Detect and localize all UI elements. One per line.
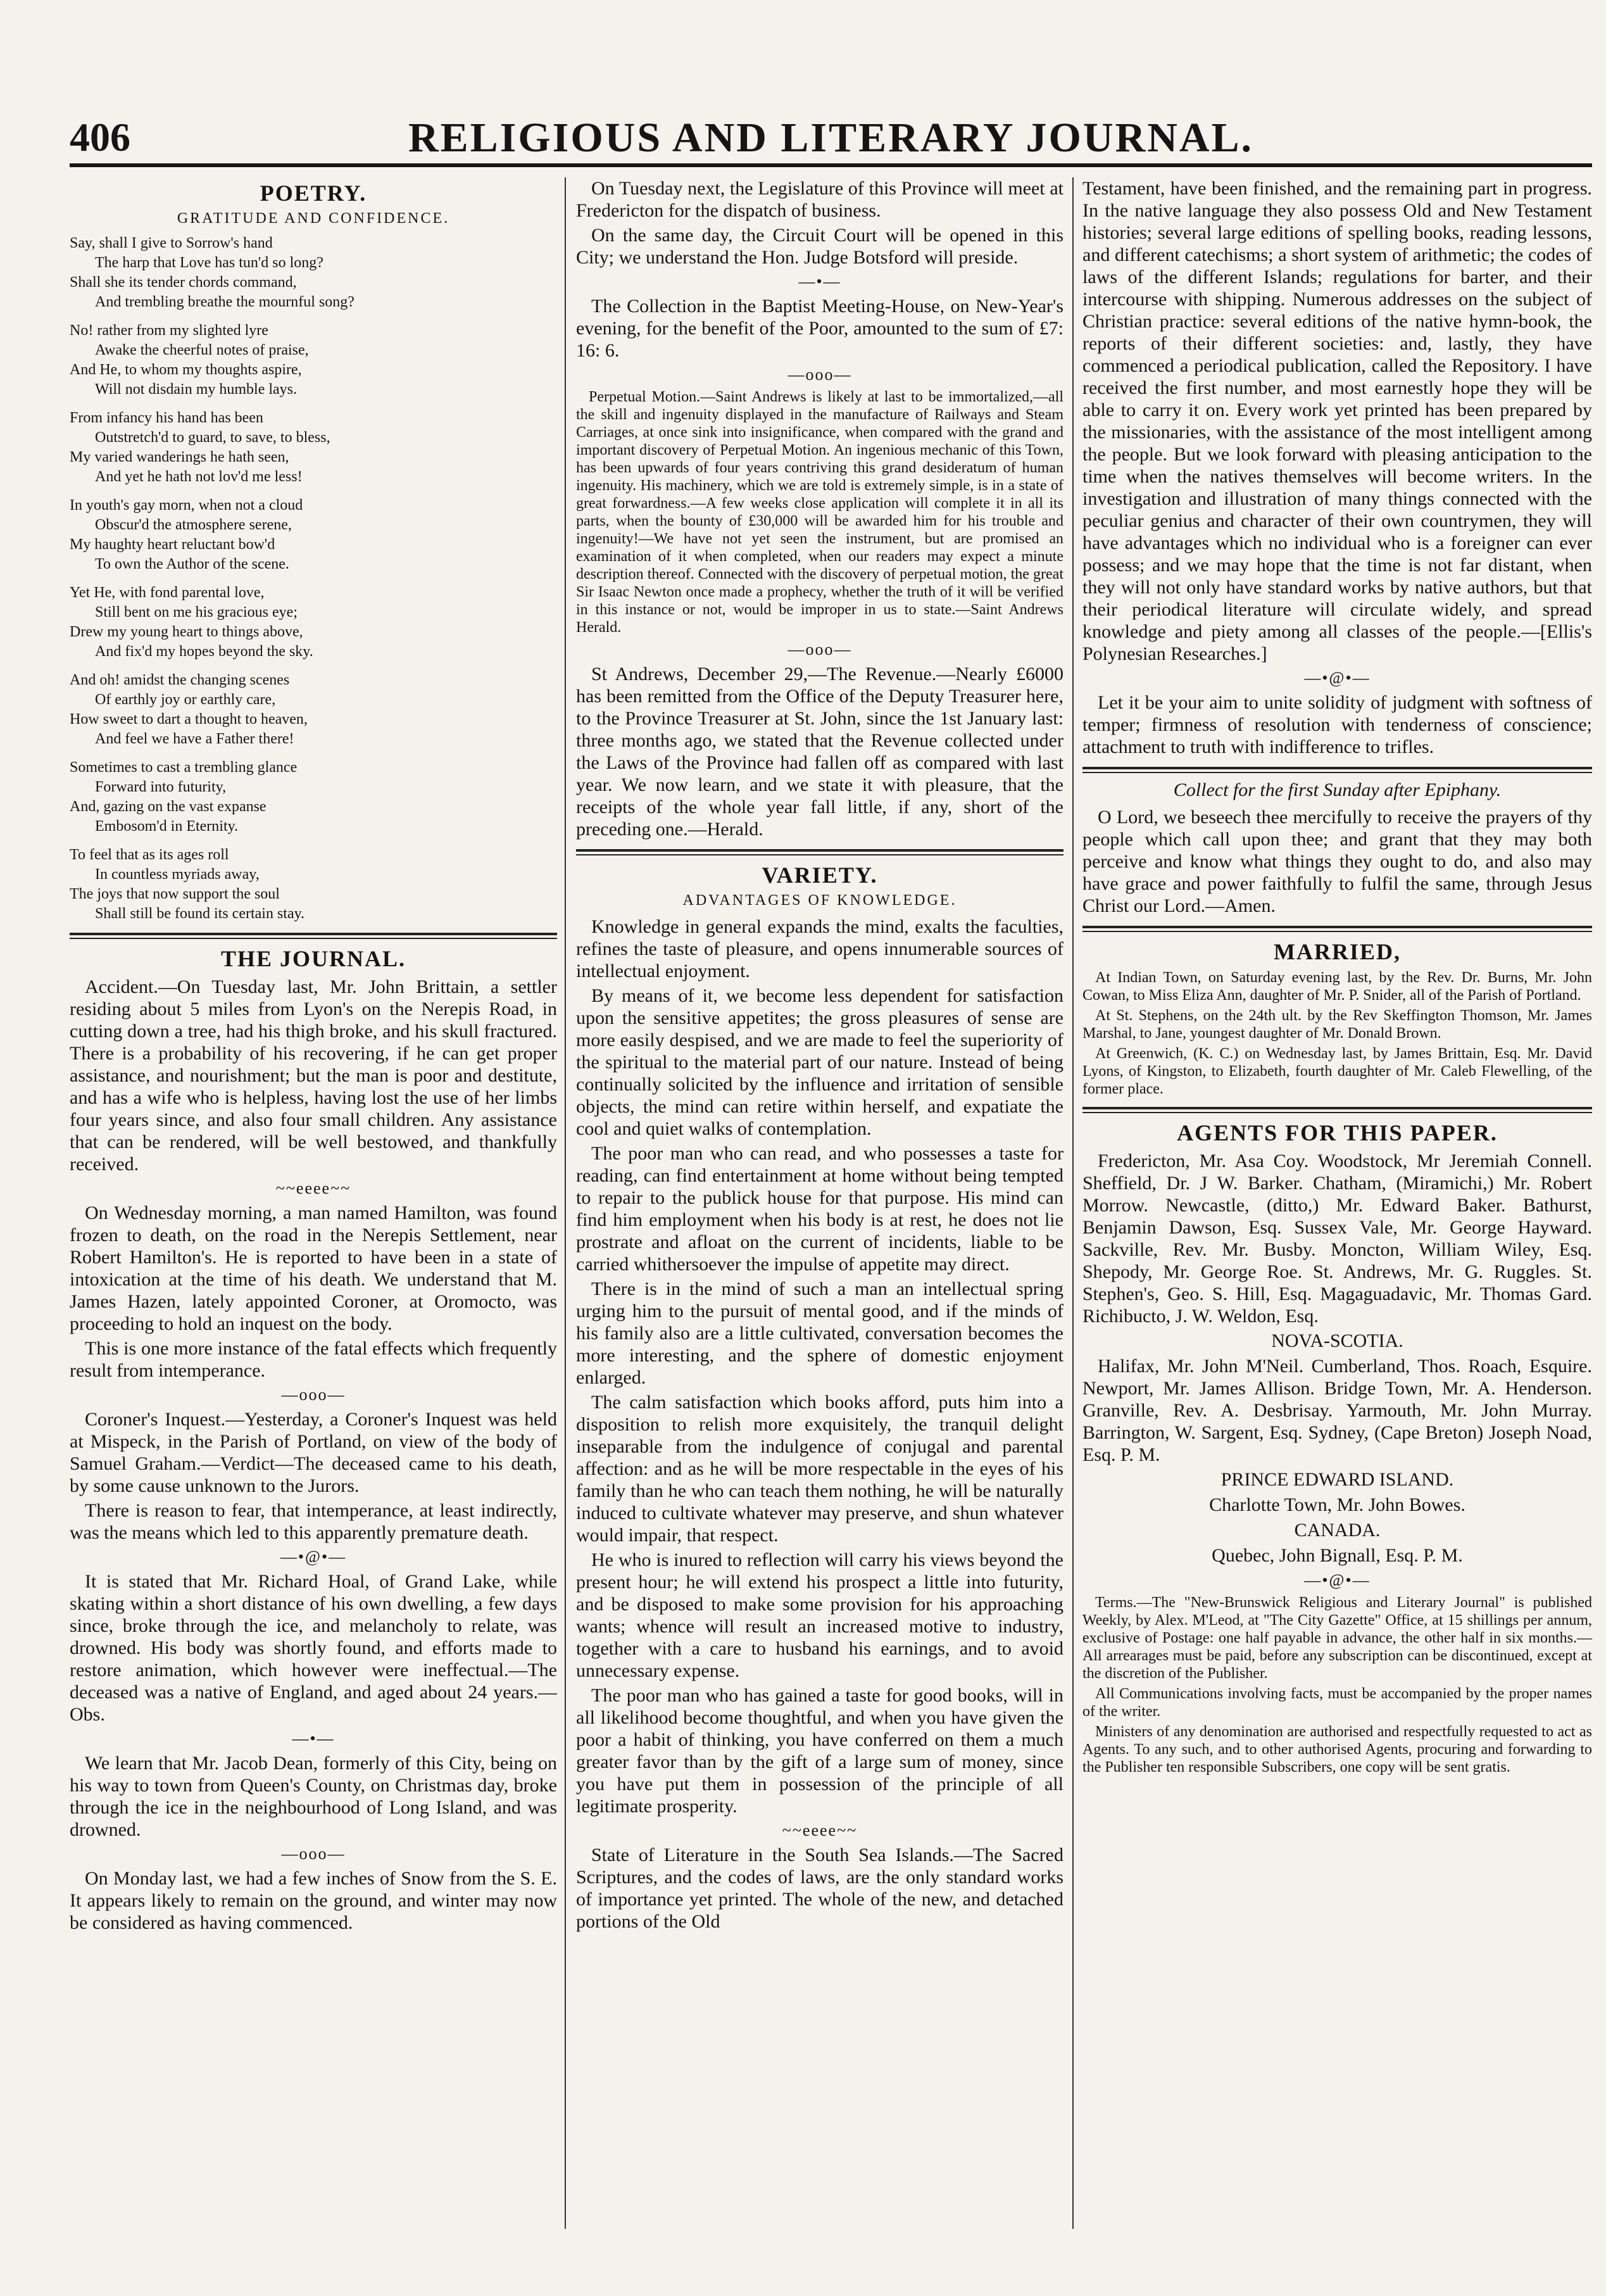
newspaper-page — [44, 114, 1592, 2242]
section-rule — [1082, 767, 1592, 773]
poem-line: In countless myriads away, — [95, 866, 260, 883]
region-heading: CANADA. — [1294, 1520, 1381, 1541]
poem-line: And feel we have a Father there! — [95, 731, 294, 747]
essay-paragraph: There is in the mind of such a man an intellectual spring urging him to the pursuit of mental good, and if the minds of his family also are a little cultivated, conversation becomes the more interesting, and the sphere of domestic enjoyment enlarged. — [576, 1278, 1063, 1388]
poem-line: And fix'd my hopes beyond the sky. — [95, 643, 313, 660]
poem-line: The harp that Love has tun'd so long? — [95, 255, 323, 271]
poem-line: Of earthly joy or earthly care, — [95, 691, 276, 708]
poem-line: And oh! amidst the changing scenes — [70, 672, 290, 688]
ornament-divider: —ooo— — [281, 1385, 346, 1404]
news-paragraph: It is stated that Mr. Richard Hoal, of Grand Lake, while skating within a short distance of his own dwelling, a few days since, broke through the ice, and melancholy to relate, was drowned. His body was shortly found, and efforts made to restore animation, which however were ineffectual.—The deceased was a native of England, and aged about 24 years.—Obs. — [70, 1571, 557, 1725]
masthead-rule — [70, 163, 1592, 167]
poem-line: Still bent on me his gracious eye; — [95, 604, 298, 621]
news-paragraph: We learn that Mr. Jacob Dean, formerly of this City, being on his way to town from Queen's County, on Christmas day, broke through the ice in the neighbourhood of Long Island, and was drowned. — [70, 1753, 557, 1840]
collect-heading: Collect for the first Sunday after Epiphany. — [1173, 779, 1502, 800]
marriage-notice: At Indian Town, on Saturday evening last, by the Rev. Dr. Burns, Mr. John Cowan, to Miss Eliza Ann, daughter of Mr. P. Snider, all of the Parish of Portland. — [1082, 969, 1592, 1004]
essay-paragraph: The poor man who can read, and who possesses a taste for reading, can find entertainment at home without being tempted to repair to the publick house for that purpose. His mind can find him employment when his body is at rest, he does not lie prostrate and afloat on the current of incidents, liable to be carried whithersoever the impulse of appetite may direct. — [576, 1143, 1063, 1275]
poem — [70, 234, 557, 924]
ornament-divider: —•— — [292, 1729, 335, 1748]
column-3 — [1082, 177, 1592, 2242]
poem-line: Will not disdain my humble lays. — [95, 381, 298, 398]
terms-paragraph: All Communications involving facts, must be accompanied by the proper names of the writer. — [1082, 1686, 1592, 1720]
poem-line: And He, to whom my thoughts aspire, — [70, 362, 302, 378]
poem-line: The joys that now support the soul — [70, 886, 280, 902]
region-heading: NOVA-SCOTIA. — [1271, 1330, 1403, 1351]
journal-title: RELIGIOUS AND LITERARY JOURNAL. — [408, 115, 1254, 161]
ornament-divider: —•@•— — [1304, 669, 1371, 687]
section-rule — [70, 933, 557, 939]
news-paragraph: On Wednesday morning, a man named Hamilton, was found frozen to death, on the road in the Nerepis Settlement, near Robert Hamilton's. He is reported to have been in a state of intoxication at the time of his death. We understand that M. James Hazen, lately appointed Coroner, at Oromocto, was proceeding to hold an inquest on the body. — [70, 1202, 557, 1334]
poem-line: To own the Author of the scene. — [95, 556, 289, 572]
column-separator — [1072, 177, 1074, 2229]
news-paragraph: There is reason to fear, that intemperance, at least indirectly, was the means which led to this apparently premature death. — [70, 1500, 557, 1543]
news-paragraph: Coroner's Inquest.—Yesterday, a Coroner's Inquest was held at Mispeck, in the Parish of Portland, on view of the body of Samuel Graham.—Verdict—The deceased came to his death, by some cause unknown to the Jurors. — [70, 1409, 557, 1496]
poem-line: To feel that as its ages roll — [70, 847, 229, 863]
poem-line: Drew my young heart to things above, — [70, 624, 303, 640]
poem-line: In youth's gay morn, when not a cloud — [70, 497, 303, 514]
essay-paragraph: Knowledge in general expands the mind, exalts the faculties, refines the taste of pleasure, and opens innumerable sources of intellectual enjoyment. — [576, 916, 1063, 981]
terms-paragraph: Terms.—The "New-Brunswick Religious and Literary Journal" is published Weekly, by Alex. M'Leod, at "The City Gazette" Office, at 15 shillings per annum, exclusive of Postage: one half payable in advance, the other half in six months.—All arrearages must be paid, before any subscription can be discontinued, except at the discretion of the Publisher. — [1082, 1594, 1592, 1682]
agents-list: Charlotte Town, Mr. John Bowes. — [1209, 1494, 1465, 1515]
ornament-divider: —ooo— — [281, 1845, 346, 1863]
column-1 — [70, 177, 557, 2242]
ornament-divider: —ooo— — [787, 640, 852, 659]
poem-line: And trembling breathe the mournful song? — [95, 294, 354, 310]
agents-list: Quebec, John Bignall, Esq. P. M. — [1212, 1545, 1463, 1566]
poem-line: Sometimes to cast a trembling glance — [70, 759, 298, 776]
news-paragraph: Accident.—On Tuesday last, Mr. John Brittain, a settler residing about 5 miles from Lyon's on the Nerepis Road, in cutting down a tree, had his thigh broke, and his skull fractured. There is a probability of his recovering, if he can get proper assistance, and nourishment; but the man is poor and destitute, and has a wife who is helpless, having lost the use of her limbs four years since, and also four small children. Any assistance that can be rendered, will be well bestowed, and thankfully received. — [70, 976, 557, 1175]
poem-line: No! rather from my slighted lyre — [70, 322, 268, 339]
news-paragraph: On Monday last, we had a few inches of Snow from the S. E. It appears likely to remain on the ground, and winter may now be considered as having commenced. — [70, 1868, 557, 1933]
poem-title: GRATITUDE AND CONFIDENCE. — [177, 210, 450, 227]
poem-line: Obscur'd the atmosphere serene, — [95, 517, 292, 533]
essay-paragraph: The calm satisfaction which books afford, puts him into a disposition to relish more exquisitely, the tranquil delight inseparable from the indulgence of conjugal and parental affection: and as he will be more respectable in the eyes of his family than he who can teach them nothing, he will be naturally induced to cultivate whatever may preserve, and shun whatever would impair, that respect. — [576, 1392, 1063, 1546]
news-paragraph: The Collection in the Baptist Meeting-House, on New-Year's evening, for the benefit of the Poor, amounted to the sum of £7: 16: 6. — [576, 296, 1063, 361]
column-2 — [576, 177, 1063, 2242]
collect-text: O Lord, we beseech thee mercifully to receive the prayers of thy people which call upon thee; and grant that they may both perceive and know what things they ought to do, and also may have grace and power faithfully to fulfil the same, through Jesus Christ our Lord.—Amen. — [1082, 807, 1592, 916]
ornament-divider: —•— — [798, 272, 841, 291]
poem-line: Shall still be found its certain stay. — [95, 905, 305, 922]
poem-line: My haughty heart reluctant bow'd — [70, 536, 275, 553]
ornament-divider: —•@•— — [1304, 1571, 1371, 1589]
news-paragraph-small: Perpetual Motion.—Saint Andrews is likely at last to be immortalized,—all the skill and ingenuity displayed in the manufacture of Railways and Steam Carriages, at once sink into insignificance, when compared with the grand and important discovery of Perpetual Motion. An ingenious mechanic of this Town, has been upwards of four years contriving this grand desideratum of human ingenuity. His machinery, which we are told is extremely simple, is in a state of great forwardness.—A few weeks close application will complete it in all its parts, when the bounty of £30,000 will be awarded him for his trouble and ingenuity!—We have not yet seen the instrument, but are promised an examination of it when completed, when our readers may expect a minute description thereof. Connected with the discovery of perpetual motion, the great Sir Isaac Newton once made a prophecy, whether the truth of it will be verified in this instance or not, would be improper in us to state.—Saint Andrews Herald. — [576, 389, 1063, 636]
ornament-divider: ~~eeee~~ — [782, 1821, 858, 1839]
section-rule — [1082, 926, 1592, 932]
poem-line: From infancy his hand has been — [70, 410, 263, 426]
column-separator — [565, 177, 566, 2229]
news-paragraph: On Tuesday next, the Legislature of this Province will meet at Fredericton for the dispatch of business. — [576, 178, 1063, 221]
terms-paragraph: Ministers of any denomination are authorised and respectfully requested to act as Agents. To any such, and to other authorised Agents, procuring and forwarding to the Publisher ten responsible Subscribers, one copy will be sent gratis. — [1082, 1724, 1592, 1776]
agents-heading: AGENTS FOR THIS PAPER. — [1177, 1120, 1498, 1145]
poetry-heading: POETRY. — [260, 180, 367, 206]
variety-subheading: ADVANTAGES OF KNOWLEDGE. — [682, 892, 957, 909]
section-rule — [1082, 1107, 1592, 1113]
poem-line: Shall she its tender chords command, — [70, 274, 297, 291]
region-heading: PRINCE EDWARD ISLAND. — [1220, 1469, 1454, 1490]
journal-heading: THE JOURNAL. — [220, 946, 406, 971]
poem-line: My varied wanderings he hath seen, — [70, 449, 289, 465]
news-paragraph: On the same day, the Circuit Court will be opened in this City; we understand the Hon. Judge Botsford will preside. — [576, 225, 1063, 268]
poem-line: Embosom'd in Eternity. — [95, 818, 239, 835]
page-number: 406 — [70, 115, 130, 160]
essay-paragraph: He who is inured to reflection will carry his views beyond the present hour; he will extend his prospect a little into futurity, and be disposed to make some provision for his approaching wants; whence will result an increased motive to industry, together with a care to husband his earnings, and to avoid unnecessary expense. — [576, 1549, 1063, 1681]
essay-paragraph: The poor man who has gained a taste for good books, will in all likelihood become thoughtful, and when you have given the poor a habit of thinking, you have conferred on them a much greater favor than by the gift of a large sum of money, since you have put them in possession of the principle of all legitimate prosperity. — [576, 1685, 1063, 1817]
poem-line: Forward into futurity, — [95, 779, 227, 795]
agents-list: Fredericton, Mr. Asa Coy. Woodstock, Mr Jeremiah Connell. Sheffield, Dr. J W. Barker. Chatham, (Miramichi,) Mr. Robert Morrow. Newcastle, (ditto,) Mr. Edward Baker. Bathurst, Benjamin Dawson, Esq. Sussex Vale, Mr. George Hayward. Sackville, Rev. Mr. Busby. Moncton, William Wiley, Esq. Shepody, Mr. George Roe. St. Andrews, Mr. G. Ruggles. St. Stephen's, Geo. S. Hill, Esq. Magaguadavic, Mr. Thomas Gard. Richibucto, J. W. Weldon, Esq. — [1082, 1151, 1592, 1327]
poem-line: Awake the cheerful notes of praise, — [95, 342, 309, 358]
marriage-notice: At St. Stephens, on the 24th ult. by the Rev Skeffington Thomson, Mr. James Marshal, to Jane, youngest daughter of Mr. Donald Brown. — [1082, 1007, 1592, 1042]
married-heading: MARRIED, — [1274, 939, 1401, 964]
news-paragraph: This is one more instance of the fatal effects which frequently result from intemperance. — [70, 1338, 557, 1381]
essay-paragraph: By means of it, we become less dependent for satisfaction upon the sensitive appetites; the gross pleasures of sense are more easily despised, and we are made to feel the superiority of the spiritual to the material part of our nature. Instead of being continually solicited by the influence and irritation of sensible objects, the mind can retire within herself, and expatiate the cool and quiet walks of contemplation. — [576, 985, 1063, 1139]
poem-line: Yet He, with fond parental love, — [70, 584, 265, 601]
ornament-divider: —ooo— — [787, 365, 852, 384]
news-paragraph: St Andrews, December 29,—The Revenue.—Nearly £6000 has been remitted from the Office of the Deputy Treasurer here, to the Province Treasurer at St. John, since the 1st January last: three months ago, we stated that the Revenue collected under the Laws of the Province had fallen off as compared with last year. We now learn, and we state it with pleasure, that the receipts of the whole year fall little, if any, short of the preceding one.—Herald. — [576, 664, 1063, 840]
news-paragraph: Let it be your aim to unite solidity of judgment with softness of temper; firmness of resolution with tenderness of conscience; attachment to truth with indifference to trifles. — [1082, 692, 1592, 757]
poem-line: How sweet to dart a thought to heaven, — [70, 711, 308, 728]
ornament-divider: —•@•— — [280, 1548, 347, 1566]
news-paragraph: Testament, have been finished, and the remaining part in progress. In the native language they also possess Old and New Testament histories; several large editions of spelling books, reading lessons, and different catechisms; a short system of arithmetic; the codes of laws of the different Islands; regulations for barter, and their intercourse with shipping. Numerous addresses on the subject of Christian practice: several editions of the native hymn-book, the reports of their different societies: and, lastly, they have commenced a periodical publication, called the Repository. I have received the first number, and most earnestly hope they will be able to carry it on. Every work yet printed has been prepared by the missionaries, with the assistance of the most intelligent among the people. But we look forward with pleasing anticipation to the time when the natives themselves will become writers. In the investigation and illustration of many things connected with the peculiar genius and character of their own countrymen, they will have advantages which no individual who is a foreigner can ever possess; and we may hope that the time is not far distant, when they will not only have standard works by native authors, but that their periodical literature will circulate widely, and spread knowledge and piety among all classes of the people.—[Ellis's Polynesian Researches.] — [1082, 178, 1592, 664]
section-rule — [576, 849, 1063, 855]
marriage-notice: At Greenwich, (K. C.) on Wednesday last, by James Brittain, Esq. Mr. David Lyons, of Kingston, to Elizabeth, fourth daughter of Mr. Caleb Flewelling, of the former place. — [1082, 1045, 1592, 1097]
poem-line: Say, shall I give to Sorrow's hand — [70, 235, 273, 251]
poem-line: And, gazing on the vast expanse — [70, 798, 267, 815]
variety-heading: VARIETY. — [762, 862, 878, 888]
poem-line: Outstretch'd to guard, to save, to bless, — [95, 429, 330, 446]
poem-line: And yet he hath not lov'd me less! — [95, 469, 303, 485]
agents-list: Halifax, Mr. John M'Neil. Cumberland, Thos. Roach, Esquire. Newport, Mr. James Allison. Bridge Town, Mr. A. Henderson. Granville, Rev. A. Desbrisay. Yarmouth, Mr. John Murray. Barrington, W. Sargent, Esq. Sydney, (Cape Breton) Joseph Noad, Esq. P. M. — [1082, 1356, 1592, 1465]
masthead — [70, 114, 1592, 161]
ornament-divider: ~~eeee~~ — [275, 1179, 351, 1197]
news-paragraph: State of Literature in the South Sea Islands.—The Sacred Scriptures, and the codes of laws, are the only standard works of importance yet printed. The whole of the new, and detached portions of the Old — [576, 1845, 1063, 1932]
